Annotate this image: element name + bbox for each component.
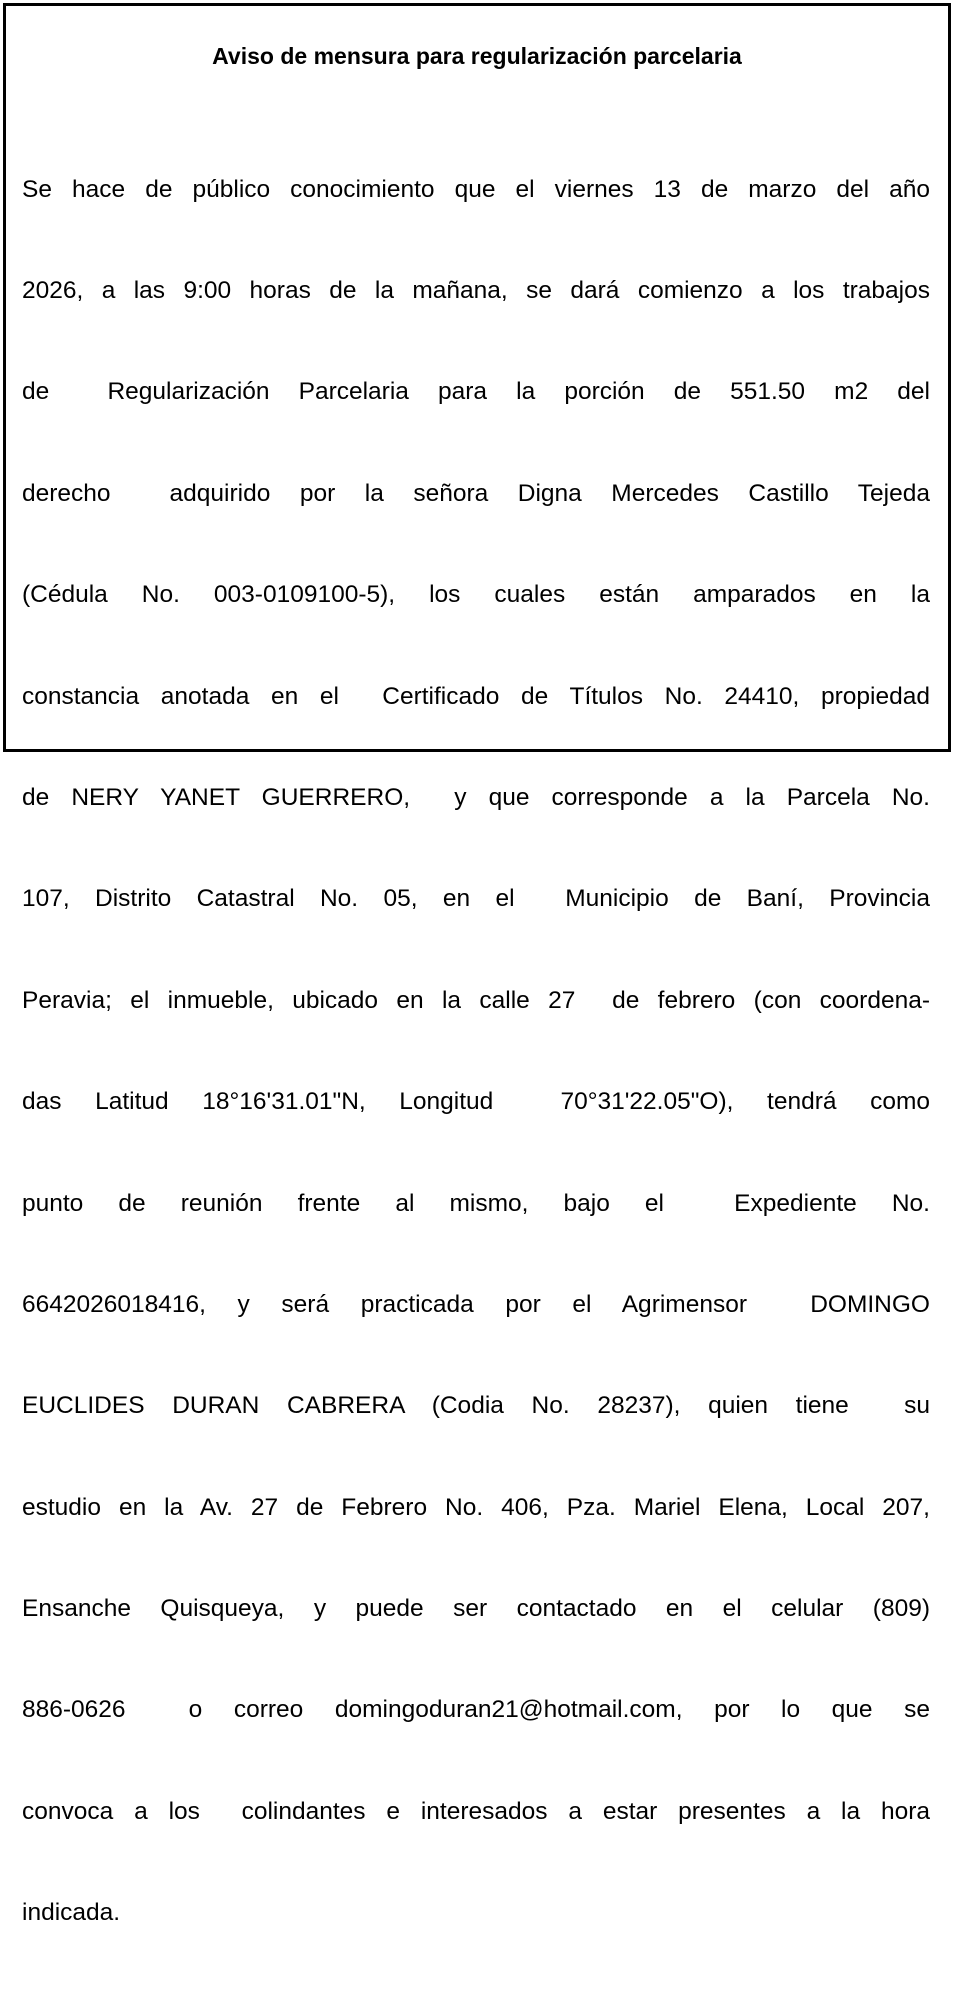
body-line: convoca a los colindantes e interesados a estar presentes a la hora bbox=[22, 1797, 930, 1825]
body-line: punto de reunión frente al mismo, bajo el Expediente No. bbox=[22, 1189, 930, 1217]
body-line: Se hace de público conocimiento que el viernes 13 de marzo del año bbox=[22, 175, 930, 203]
body-line: constancia anotada en el Certificado de Títulos No. 24410, propiedad bbox=[22, 682, 930, 710]
body-line: 886-0626 o correo domingoduran21@hotmail.com, por lo que se bbox=[22, 1696, 930, 1724]
body-line: derecho adquirido por la señora Digna Mercedes Castillo Tejeda bbox=[22, 479, 930, 507]
notice-title: Aviso de mensura para regularización parcelaria bbox=[212, 43, 742, 69]
body-line: de NERY YANET GUERRERO, y que corresponde a la Parcela No. bbox=[22, 783, 930, 811]
body-line: indicada. bbox=[22, 1899, 121, 1927]
body-line: EUCLIDES DURAN CABRERA (Codia No. 28237), quien tiene su bbox=[22, 1392, 930, 1420]
body-line: 6642026018416, y será practicada por el Agrimensor DOMINGO bbox=[22, 1290, 930, 1318]
body-line: 2026, a las 9:00 horas de la mañana, se dará comienzo a los trabajos bbox=[22, 276, 930, 304]
body-line: de Regularización Parcelaria para la porción de 551.50 m2 del bbox=[22, 378, 930, 406]
body-line: Ensanche Quisqueya, y puede ser contactado en el celular (809) bbox=[22, 1595, 930, 1623]
notice-frame bbox=[3, 3, 951, 1927]
notice-body bbox=[22, 105, 930, 1998]
body-line: (Cédula No. 003-0109100-5), los cuales están amparados en la bbox=[22, 581, 930, 609]
body-line: estudio en la Av. 27 de Febrero No. 406, Pza. Mariel Elena, Local 207, bbox=[22, 1493, 930, 1521]
body-line: das Latitud 18°16'31.01"N, Longitud 70°31'22.05"O), tendrá como bbox=[22, 1088, 930, 1116]
body-line: Peravia; el inmueble, ubicado en la calle 27 de febrero (con coordena- bbox=[22, 986, 930, 1014]
body-line: 107, Distrito Catastral No. 05, en el Municipio de Baní, Provincia bbox=[22, 885, 930, 913]
